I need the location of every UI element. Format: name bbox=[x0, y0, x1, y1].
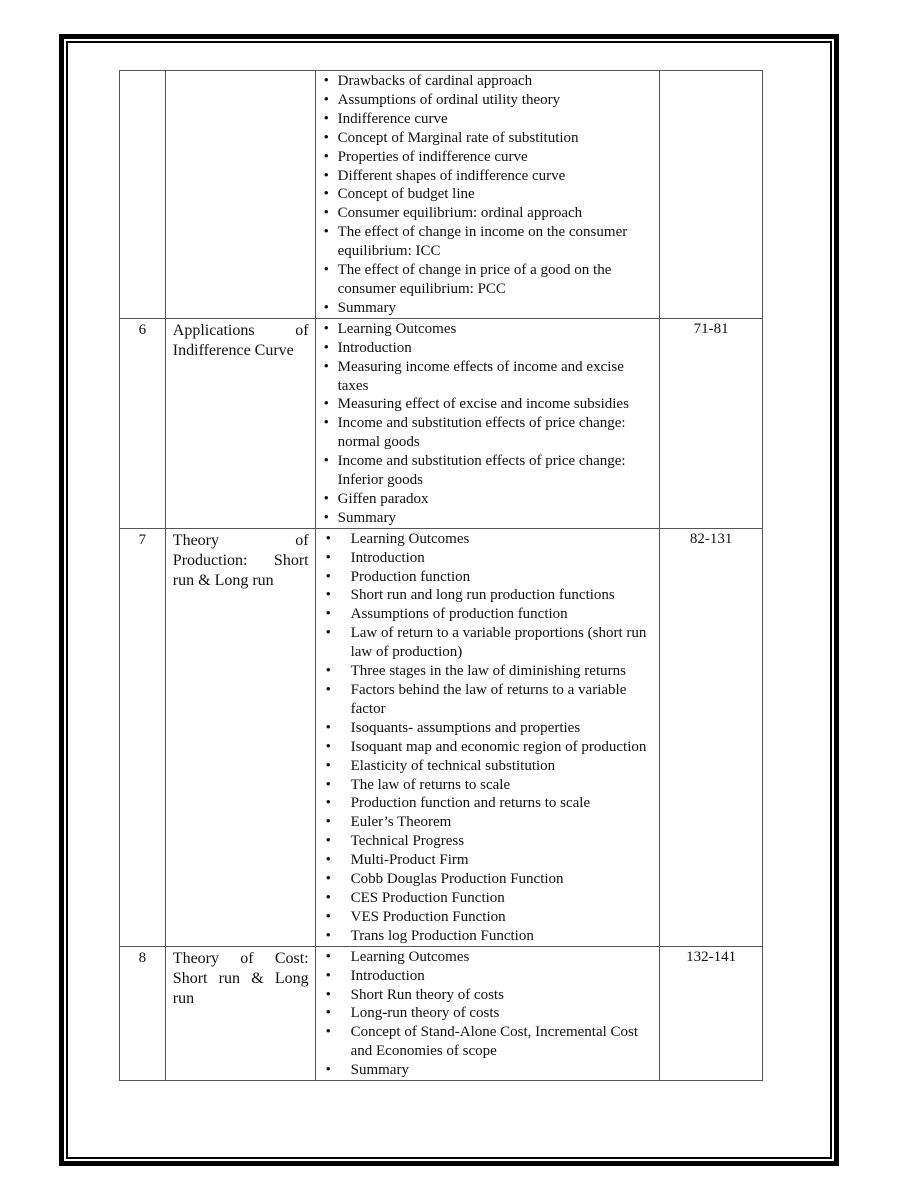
topic-item: • Introduction bbox=[322, 967, 656, 986]
topic-item: • Law of return to a variable proportions (short run law of production) bbox=[322, 624, 656, 662]
topic-item: • Drawbacks of cardinal approach bbox=[322, 72, 656, 91]
topic-item: • Summary bbox=[322, 299, 656, 318]
topic-item: • Concept of budget line bbox=[322, 185, 656, 204]
topic-item: • Multi-Product Firm bbox=[322, 851, 656, 870]
topic-item: • Production function and returns to scale bbox=[322, 794, 656, 813]
unit-number: 6 bbox=[120, 318, 166, 528]
topic-list bbox=[322, 72, 656, 318]
topic-item: • Long-run theory of costs bbox=[322, 1004, 656, 1023]
topic-item: • Different shapes of indifference curve bbox=[322, 167, 656, 186]
topic-item: • Isoquant map and economic region of production bbox=[322, 738, 656, 757]
unit-pages: 82-131 bbox=[660, 528, 763, 946]
unit-title-cell bbox=[165, 318, 315, 528]
topic-item: • Elasticity of technical substitution bbox=[322, 757, 656, 776]
unit-title: Theory of Production: Short run & Long run bbox=[172, 531, 309, 589]
topic-item: • Introduction bbox=[322, 549, 656, 568]
syllabus-table bbox=[119, 70, 763, 1081]
topic-item: • Indifference curve bbox=[322, 110, 656, 129]
topic-list bbox=[322, 320, 656, 528]
topic-item: • Trans log Production Function bbox=[322, 927, 656, 946]
topic-item: • The law of returns to scale bbox=[322, 776, 656, 795]
topic-item: • Short Run theory of costs bbox=[322, 986, 656, 1005]
topic-list bbox=[322, 530, 656, 946]
unit-topics-cell bbox=[315, 528, 660, 946]
unit-title: Theory of Cost: Short run & Long run bbox=[172, 949, 309, 1007]
topic-item: • Learning Outcomes bbox=[322, 530, 656, 549]
unit-topics-cell bbox=[315, 318, 660, 528]
unit-title-cell bbox=[165, 946, 315, 1080]
topic-item: • Factors behind the law of returns to a variable factor bbox=[322, 681, 656, 719]
topic-item: • Consumer equilibrium: ordinal approach bbox=[322, 204, 656, 223]
topic-item: • Assumptions of production function bbox=[322, 605, 656, 624]
unit-row bbox=[120, 71, 763, 319]
topic-item: • The effect of change in price of a good on the consumer equilibrium: PCC bbox=[322, 261, 656, 299]
topic-item: • The effect of change in income on the consumer equilibrium: ICC bbox=[322, 223, 656, 261]
unit-pages bbox=[660, 71, 763, 319]
unit-title: Applications of Indifference Curve bbox=[172, 321, 309, 359]
topic-item: • Measuring income effects of income and excise taxes bbox=[322, 358, 656, 396]
unit-number: 7 bbox=[120, 528, 166, 946]
topic-item: • Assumptions of ordinal utility theory bbox=[322, 91, 656, 110]
topic-item: • Introduction bbox=[322, 339, 656, 358]
topic-item: • Cobb Douglas Production Function bbox=[322, 870, 656, 889]
unit-row bbox=[120, 318, 763, 528]
unit-title-cell bbox=[165, 528, 315, 946]
unit-topics-cell bbox=[315, 71, 660, 319]
topic-item: • Summary bbox=[322, 509, 656, 528]
topic-item: • Summary bbox=[322, 1061, 656, 1080]
topic-item: • CES Production Function bbox=[322, 889, 656, 908]
topic-item: • Concept of Marginal rate of substitution bbox=[322, 129, 656, 148]
topic-item: • Income and substitution effects of price change: Inferior goods bbox=[322, 452, 656, 490]
unit-number bbox=[120, 71, 166, 319]
topic-item: • Learning Outcomes bbox=[322, 948, 656, 967]
topic-item: • VES Production Function bbox=[322, 908, 656, 927]
topic-item: • Learning Outcomes bbox=[322, 320, 656, 339]
topic-list bbox=[322, 948, 656, 1080]
unit-number: 8 bbox=[120, 946, 166, 1080]
unit-topics-cell bbox=[315, 946, 660, 1080]
unit-pages: 132-141 bbox=[660, 946, 763, 1080]
topic-item: • Short run and long run production functions bbox=[322, 586, 656, 605]
topic-item: • Measuring effect of excise and income subsidies bbox=[322, 395, 656, 414]
topic-item: • Properties of indifference curve bbox=[322, 148, 656, 167]
unit-pages: 71-81 bbox=[660, 318, 763, 528]
topic-item: • Three stages in the law of diminishing returns bbox=[322, 662, 656, 681]
unit-title-cell bbox=[165, 71, 315, 319]
topic-item: • Production function bbox=[322, 568, 656, 587]
topic-item: • Giffen paradox bbox=[322, 490, 656, 509]
topic-item: • Concept of Stand-Alone Cost, Incremental Cost and Economies of scope bbox=[322, 1023, 656, 1061]
unit-row bbox=[120, 946, 763, 1080]
topic-item: • Technical Progress bbox=[322, 832, 656, 851]
topic-item: • Isoquants- assumptions and properties bbox=[322, 719, 656, 738]
topic-item: • Euler’s Theorem bbox=[322, 813, 656, 832]
unit-row bbox=[120, 528, 763, 946]
topic-item: • Income and substitution effects of price change: normal goods bbox=[322, 414, 656, 452]
